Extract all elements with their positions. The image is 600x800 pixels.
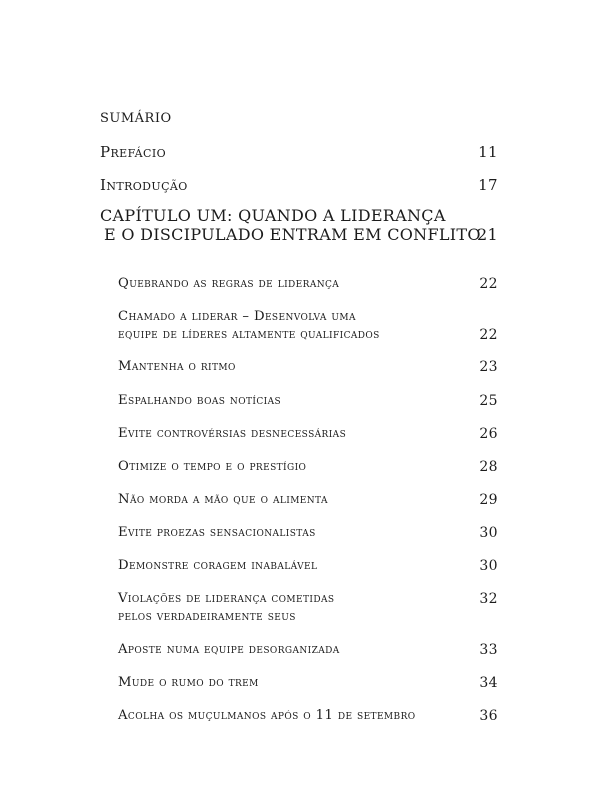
toc-entry-title: Prefácio (100, 143, 167, 161)
toc-section[interactable] (118, 557, 498, 575)
toc-section[interactable] (118, 641, 498, 659)
section-page: 28 (479, 459, 498, 475)
toc-section[interactable] (118, 392, 498, 410)
section-page: 26 (479, 426, 498, 442)
toc-section[interactable] (118, 358, 498, 376)
section-title: Quebrando as regras de liderança (118, 276, 340, 291)
toc-chapter-1[interactable] (100, 206, 498, 244)
toc-section[interactable] (118, 458, 498, 476)
chapter-page: 21 (477, 225, 498, 244)
section-title: Mantenha o ritmo (118, 359, 236, 374)
toc-section[interactable] (118, 674, 498, 692)
section-page: 22 (479, 327, 498, 343)
section-title-line1: Chamado a liderar – Desenvolva uma (118, 309, 356, 324)
section-page: 34 (479, 675, 498, 691)
section-title: Demonstre coragem inabalável (118, 558, 318, 573)
toc-heading: sumário (100, 105, 172, 127)
section-title-line2: equipe de líderes altamente qualificados (118, 327, 380, 342)
section-title: Não morda a mão que o alimenta (118, 492, 328, 507)
section-page: 23 (479, 359, 498, 375)
section-title: Evite proezas sensacionalistas (118, 525, 316, 540)
section-page: 25 (479, 393, 498, 409)
section-title-line2: pelos verdadeiramente seus (118, 609, 296, 624)
section-title: Acolha os muçulmanos após o 11 de setembro (118, 708, 416, 723)
toc-section[interactable] (118, 524, 498, 542)
toc-entry-page: 11 (478, 143, 498, 161)
section-page: 32 (479, 591, 498, 607)
toc-section[interactable] (118, 491, 498, 509)
section-page: 33 (479, 642, 498, 658)
toc-section[interactable] (118, 707, 498, 725)
chapter-title-line1: CAPÍTULO UM: QUANDO A LIDERANÇA (100, 206, 446, 225)
toc-entry-preface[interactable] (100, 143, 498, 161)
toc-section[interactable] (118, 308, 498, 344)
section-title: Espalhando boas notícias (118, 393, 282, 408)
chapter-title-line2: E O DISCIPULADO ENTRAM EM CONFLITO (104, 225, 481, 244)
toc-section[interactable] (118, 275, 498, 293)
section-page: 22 (479, 276, 498, 292)
toc-entry-introduction[interactable] (100, 176, 498, 194)
section-title: Aposte numa equipe desorganizada (118, 642, 340, 657)
toc-entry-page: 17 (478, 176, 498, 194)
toc-entry-title: Introdução (100, 176, 188, 194)
section-title-line1: Violações de liderança cometidas (118, 591, 335, 606)
toc-section[interactable] (118, 425, 498, 443)
section-page: 30 (479, 558, 498, 574)
section-title: Otimize o tempo e o prestígio (118, 459, 307, 474)
section-page: 36 (479, 708, 498, 724)
section-page: 30 (479, 525, 498, 541)
section-page: 29 (479, 492, 498, 508)
section-title: Evite controvérsias desnecessárias (118, 426, 347, 441)
toc-section[interactable] (118, 590, 498, 626)
section-title: Mude o rumo do trem (118, 675, 259, 690)
